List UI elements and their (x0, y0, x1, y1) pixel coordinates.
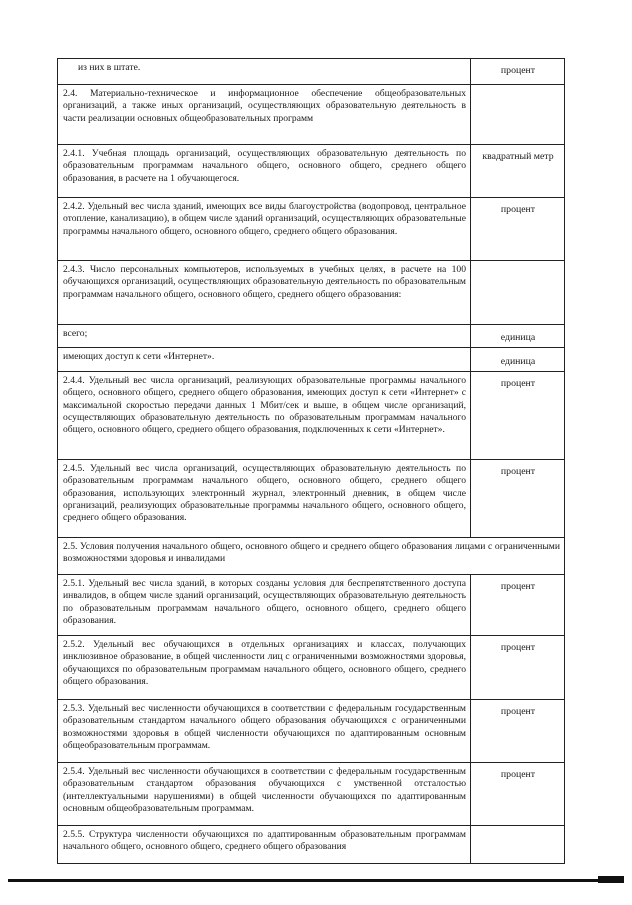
unit-cell (471, 85, 565, 145)
unit-cell: процент (471, 460, 565, 538)
indicator-text: 2.4.5. Удельный вес числа организаций, осуществляющих образовательную деятельность по образовательным программам начального общего, основного общего, среднего общего образования, использующих электронный журнал, электронный дневник, в общем числе организаций, реализующих образовательные программы начального общего, основного общего, среднего общего образования. (58, 460, 471, 538)
table-row (58, 348, 565, 372)
indicator-text: 2.5.2. Удельный вес обучающихся в отдельных организациях и классах, получающих инклюзивное образование, в общей численности лиц с ограниченными возможностями здоровья, обучающихся по образовательным программам начального общего, основного общего, среднего общего образования. (58, 636, 471, 700)
table-row (58, 575, 565, 636)
unit-cell (471, 826, 565, 864)
indicator-text: всего; (58, 325, 471, 348)
unit-cell: процент (471, 59, 565, 85)
indicator-text: 2.4.2. Удельный вес числа зданий, имеющих все виды благоустройства (водопровод, центральное отопление, канализацию), в общем числе зданий организаций, осуществляющих образовательные программы начального общего, основного общего, среднего общего образования. (58, 198, 471, 261)
indicators-table (57, 58, 565, 864)
indicator-text: 2.4.1. Учебная площадь организаций, осуществляющих образовательную деятельность по образовательным программам начального общего, основного общего, среднего общего образования, в расчете на 1 обучающегося. (58, 145, 471, 198)
unit-cell: процент (471, 763, 565, 826)
indicator-text: 2.4. Материально-техническое и информационное обеспечение общеобразовательных организаций, а также иных организаций, осуществляющих образовательную деятельность в части реализации основных общеобразовательных программ (58, 85, 471, 145)
indicator-text: 2.5.4. Удельный вес численности обучающихся в соответствии с федеральным государственным образовательным стандартом образования обучающихся с умственной отсталостью (интеллектуальными нарушениями) в общей численности обучающихся по адаптированным основным общеобразовательным программам. (58, 763, 471, 826)
indicator-text: имеющих доступ к сети «Интернет». (58, 348, 471, 372)
table-row (58, 372, 565, 460)
unit-cell (471, 261, 565, 325)
unit-cell: процент (471, 198, 565, 261)
unit-cell: квадратный метр (471, 145, 565, 198)
unit-cell: единица (471, 325, 565, 348)
indicator-text: 2.4.4. Удельный вес числа организаций, реализующих образовательные программы начального общего, основного общего, среднего общего образования, имеющих доступ к сети «Интернет» с максимальной скоростью передачи данных 1 Мбит/сек и выше, в общем числе организаций, осуществляющих образовательную деятельность по образовательным программам начального общего, основного общего, среднего общего образования, подключенных к сети «Интернет». (58, 372, 471, 460)
table-row (58, 261, 565, 325)
table-row (58, 145, 565, 198)
unit-cell: процент (471, 700, 565, 763)
table-row (58, 59, 565, 85)
indicator-text: 2.4.3. Число персональных компьютеров, используемых в учебных целях, в расчете на 100 обучающихся организаций, осуществляющих образовательную деятельность по образовательным программам начального общего, основного общего, среднего общего образования: (58, 261, 471, 325)
table-row (58, 700, 565, 763)
unit-cell: единица (471, 348, 565, 372)
table-row (58, 198, 565, 261)
table-row (58, 325, 565, 348)
section-heading: 2.5. Условия получения начального общего, основного общего и среднего общего образования лицами с ограниченными возможностями здоровья и инвалидами (58, 538, 565, 575)
scan-edge-line (8, 879, 624, 882)
section-row (58, 538, 565, 575)
indicator-text: 2.5.3. Удельный вес численности обучающихся в соответствии с федеральным государственным образовательным стандартом начального общего образования обучающихся с ограниченными возможностями здоровья в общей численности обучающихся по адаптированным основным общеобразовательным программам. (58, 700, 471, 763)
indicator-text: 2.5.5. Структура численности обучающихся по адаптированным образовательным программам начального общего, основного общего, среднего общего образования (58, 826, 471, 864)
scan-edge-mark (598, 876, 624, 883)
unit-cell: процент (471, 575, 565, 636)
table-row (58, 826, 565, 864)
indicator-text: 2.5.1. Удельный вес числа зданий, в которых созданы условия для беспрепятственного доступа инвалидов, в общем числе зданий организаций, осуществляющих образовательную деятельность по образовательным программам начального общего, основного общего, среднего общего образования. (58, 575, 471, 636)
table-row (58, 85, 565, 145)
table-row (58, 636, 565, 700)
table-row (58, 460, 565, 538)
table-row (58, 763, 565, 826)
unit-cell: процент (471, 636, 565, 700)
indicator-text: из них в штате. (58, 59, 471, 85)
unit-cell: процент (471, 372, 565, 460)
